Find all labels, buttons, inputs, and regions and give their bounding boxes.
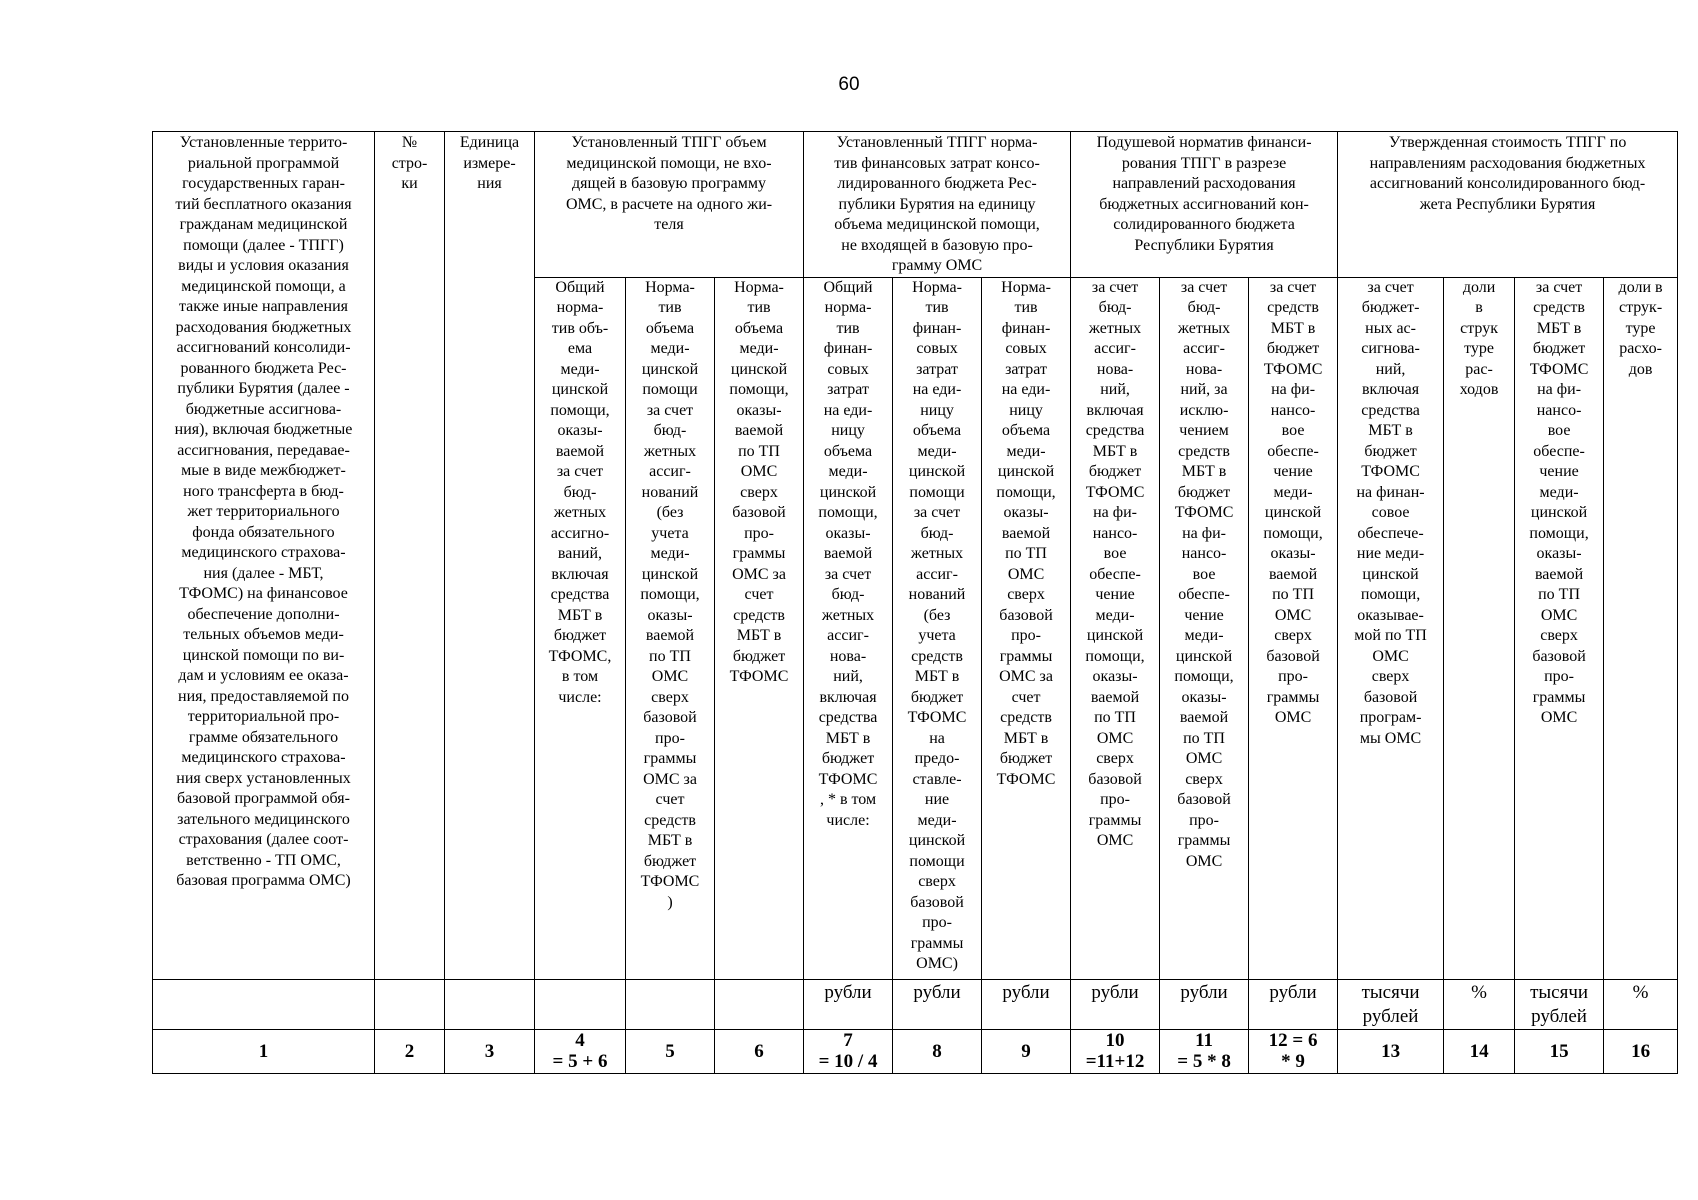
column-number: 2 (375, 1029, 445, 1073)
column-number: 13 (1338, 1029, 1444, 1073)
subheader-col6: Норма- тив объема меди- цинской помощи, оказы- ваемой по ТП ОМС сверх базовой про- граммы ОМС за счет средств МБТ в бюджет ТФОМС (715, 277, 804, 979)
column-number: 11 = 5 * 8 (1160, 1029, 1249, 1073)
subheader-col9: Норма- тив финан- совых затрат на еди- ницу объема меди- цинской помощи, оказы- ваемой по ТП ОМС сверх базовой про- граммы ОМС за счет средств МБТ в бюджет ТФОМС (982, 277, 1071, 979)
unit-cell: рубли (982, 979, 1071, 1029)
header-group-volume: Установленный ТПГГ объем медицинской помощи, не вхо- дящей в базовую программу ОМС, в расчете на одного жи- теля (535, 132, 804, 278)
subheader-col13: за счет бюджет- ных ас- сигнова- ний, включая средства МБТ в бюджет ТФОМС на финан- совое обеспече- ние меди- цинской помощи, оказывае- мой по ТП ОМС сверх базовой програм- мы ОМС (1338, 277, 1444, 979)
subheader-col8: Норма- тив финан- совых затрат на еди- ницу объема меди- цинской помощи за счет бюд- жетных ассиг- нований (без учета средств МБТ в бюджет ТФОМС на предо- ставле- ние меди- цинской помощи сверх базовой про- граммы ОМС) (893, 277, 982, 979)
unit-cell (535, 979, 626, 1029)
column-number: 4 = 5 + 6 (535, 1029, 626, 1073)
header-types-of-care: Установленные террито- риальной программой государственных гаран- тий бесплатного оказания гражданам медицинской помощи (далее - ТПГГ) виды и условия оказания медицинской помощи, а также иные направления расходования бюджетных ассигнований консолиди- рованного бюджета Рес- публики Бурятия (далее - бюджетные ассигнова- ния), включая бюджетные ассигнования, передавае- мые в виде межбюджет- ного трансферта в бюд- жет территориального фонда обязательного медицинского страхова- ния (далее - МБТ, ТФОМС) на финансовое обеспечение дополни- тельных объемов меди- цинской помощи по ви- дам и условиям ее оказа- ния, предоставляемой по территориальной про- грамме обязательного медицинского страхова- ния сверх установленных базовой программой обя- зательного медицинского страхования (далее соот- ветственно - ТП ОМС, базовая программа ОМС) (153, 132, 375, 980)
column-number: 16 (1604, 1029, 1678, 1073)
unit-cell (375, 979, 445, 1029)
subheader-col12: за счет средств МБТ в бюджет ТФОМС на фи- нансо- вое обеспе- чение меди- цинской помощи, оказы- ваемой по ТП ОМС сверх базовой про- граммы ОМС (1249, 277, 1338, 979)
column-number: 3 (445, 1029, 535, 1073)
column-number: 9 (982, 1029, 1071, 1073)
column-number: 6 (715, 1029, 804, 1073)
unit-cell: тысячи рублей (1338, 979, 1444, 1029)
subheader-col11: за счет бюд- жетных ассиг- нова- ний, за исклю- чением средств МБТ в бюджет ТФОМС на фи- нансо- вое обеспе- чение меди- цинской помощи, оказы- ваемой по ТП ОМС сверх базовой про- граммы ОМС (1160, 277, 1249, 979)
subheader-col16: доли в струк- туре расхо- дов (1604, 277, 1678, 979)
column-number: 1 (153, 1029, 375, 1073)
header-group-percapita: Подушевой норматив финанси- рования ТПГГ в разрезе направлений расходования бюджетных ассигнований кон- солидированного бюджета Республики Бурятия (1071, 132, 1338, 278)
column-number: 14 (1444, 1029, 1515, 1073)
header-group-cost: Установленный ТПГГ норма- тив финансовых затрат консо- лидированного бюджета Рес- публики Бурятия на единицу объема медицинской помощи, не входящей в базовую про- грамму ОМС (804, 132, 1071, 278)
unit-cell: тысячи рублей (1515, 979, 1604, 1029)
unit-cell: % (1444, 979, 1515, 1029)
column-number: 12 = 6 * 9 (1249, 1029, 1338, 1073)
subheader-col5: Норма- тив объема меди- цинской помощи за счет бюд- жетных ассиг- нований (без учета меди- цинской помощи, оказы- ваемой по ТП ОМС сверх базовой про- граммы ОМС за счет средств МБТ в бюджет ТФОМС ) (626, 277, 715, 979)
unit-cell: рубли (804, 979, 893, 1029)
unit-cell (626, 979, 715, 1029)
header-group-approved: Утвержденная стоимость ТПГГ по направлениям расходования бюджетных ассигнований консолидированного бюд- жета Республики Бурятия (1338, 132, 1678, 278)
unit-cell (715, 979, 804, 1029)
unit-cell: рубли (1160, 979, 1249, 1029)
column-number: 7 = 10 / 4 (804, 1029, 893, 1073)
header-unit: Единица измере- ния (445, 132, 535, 980)
column-number: 15 (1515, 1029, 1604, 1073)
unit-cell (153, 979, 375, 1029)
column-number: 8 (893, 1029, 982, 1073)
subheader-col14: доли в струк туре рас- ходов (1444, 277, 1515, 979)
unit-cell: рубли (893, 979, 982, 1029)
column-number: 5 (626, 1029, 715, 1073)
subheader-col15: за счет средств МБТ в бюджет ТФОМС на фи- нансо- вое обеспе- чение меди- цинской помощи, оказы- ваемой по ТП ОМС сверх базовой про- граммы ОМС (1515, 277, 1604, 979)
column-number: 10 =11+12 (1071, 1029, 1160, 1073)
page-number: 60 (838, 74, 860, 95)
tpgg-table (152, 131, 1678, 1074)
unit-cell (445, 979, 535, 1029)
subheader-col7: Общий норма- тив финан- совых затрат на еди- ницу объема меди- цинской помощи, оказы- ваемой за счет бюд- жетных ассиг- нова- ний, включая средства МБТ в бюджет ТФОМС , * в том числе: (804, 277, 893, 979)
subheader-col10: за счет бюд- жетных ассиг- нова- ний, включая средства МБТ в бюджет ТФОМС на фи- нансо- вое обеспе- чение меди- цинской помощи, оказы- ваемой по ТП ОМС сверх базовой про- граммы ОМС (1071, 277, 1160, 979)
header-row-number: № стро- ки (375, 132, 445, 980)
unit-cell: рубли (1249, 979, 1338, 1029)
unit-cell: % (1604, 979, 1678, 1029)
subheader-col4: Общий норма- тив объ- ема меди- цинской помощи, оказы- ваемой за счет бюд- жетных ассигно- ваний, включая средства МБТ в бюджет ТФОМС, в том числе: (535, 277, 626, 979)
unit-cell: рубли (1071, 979, 1160, 1029)
